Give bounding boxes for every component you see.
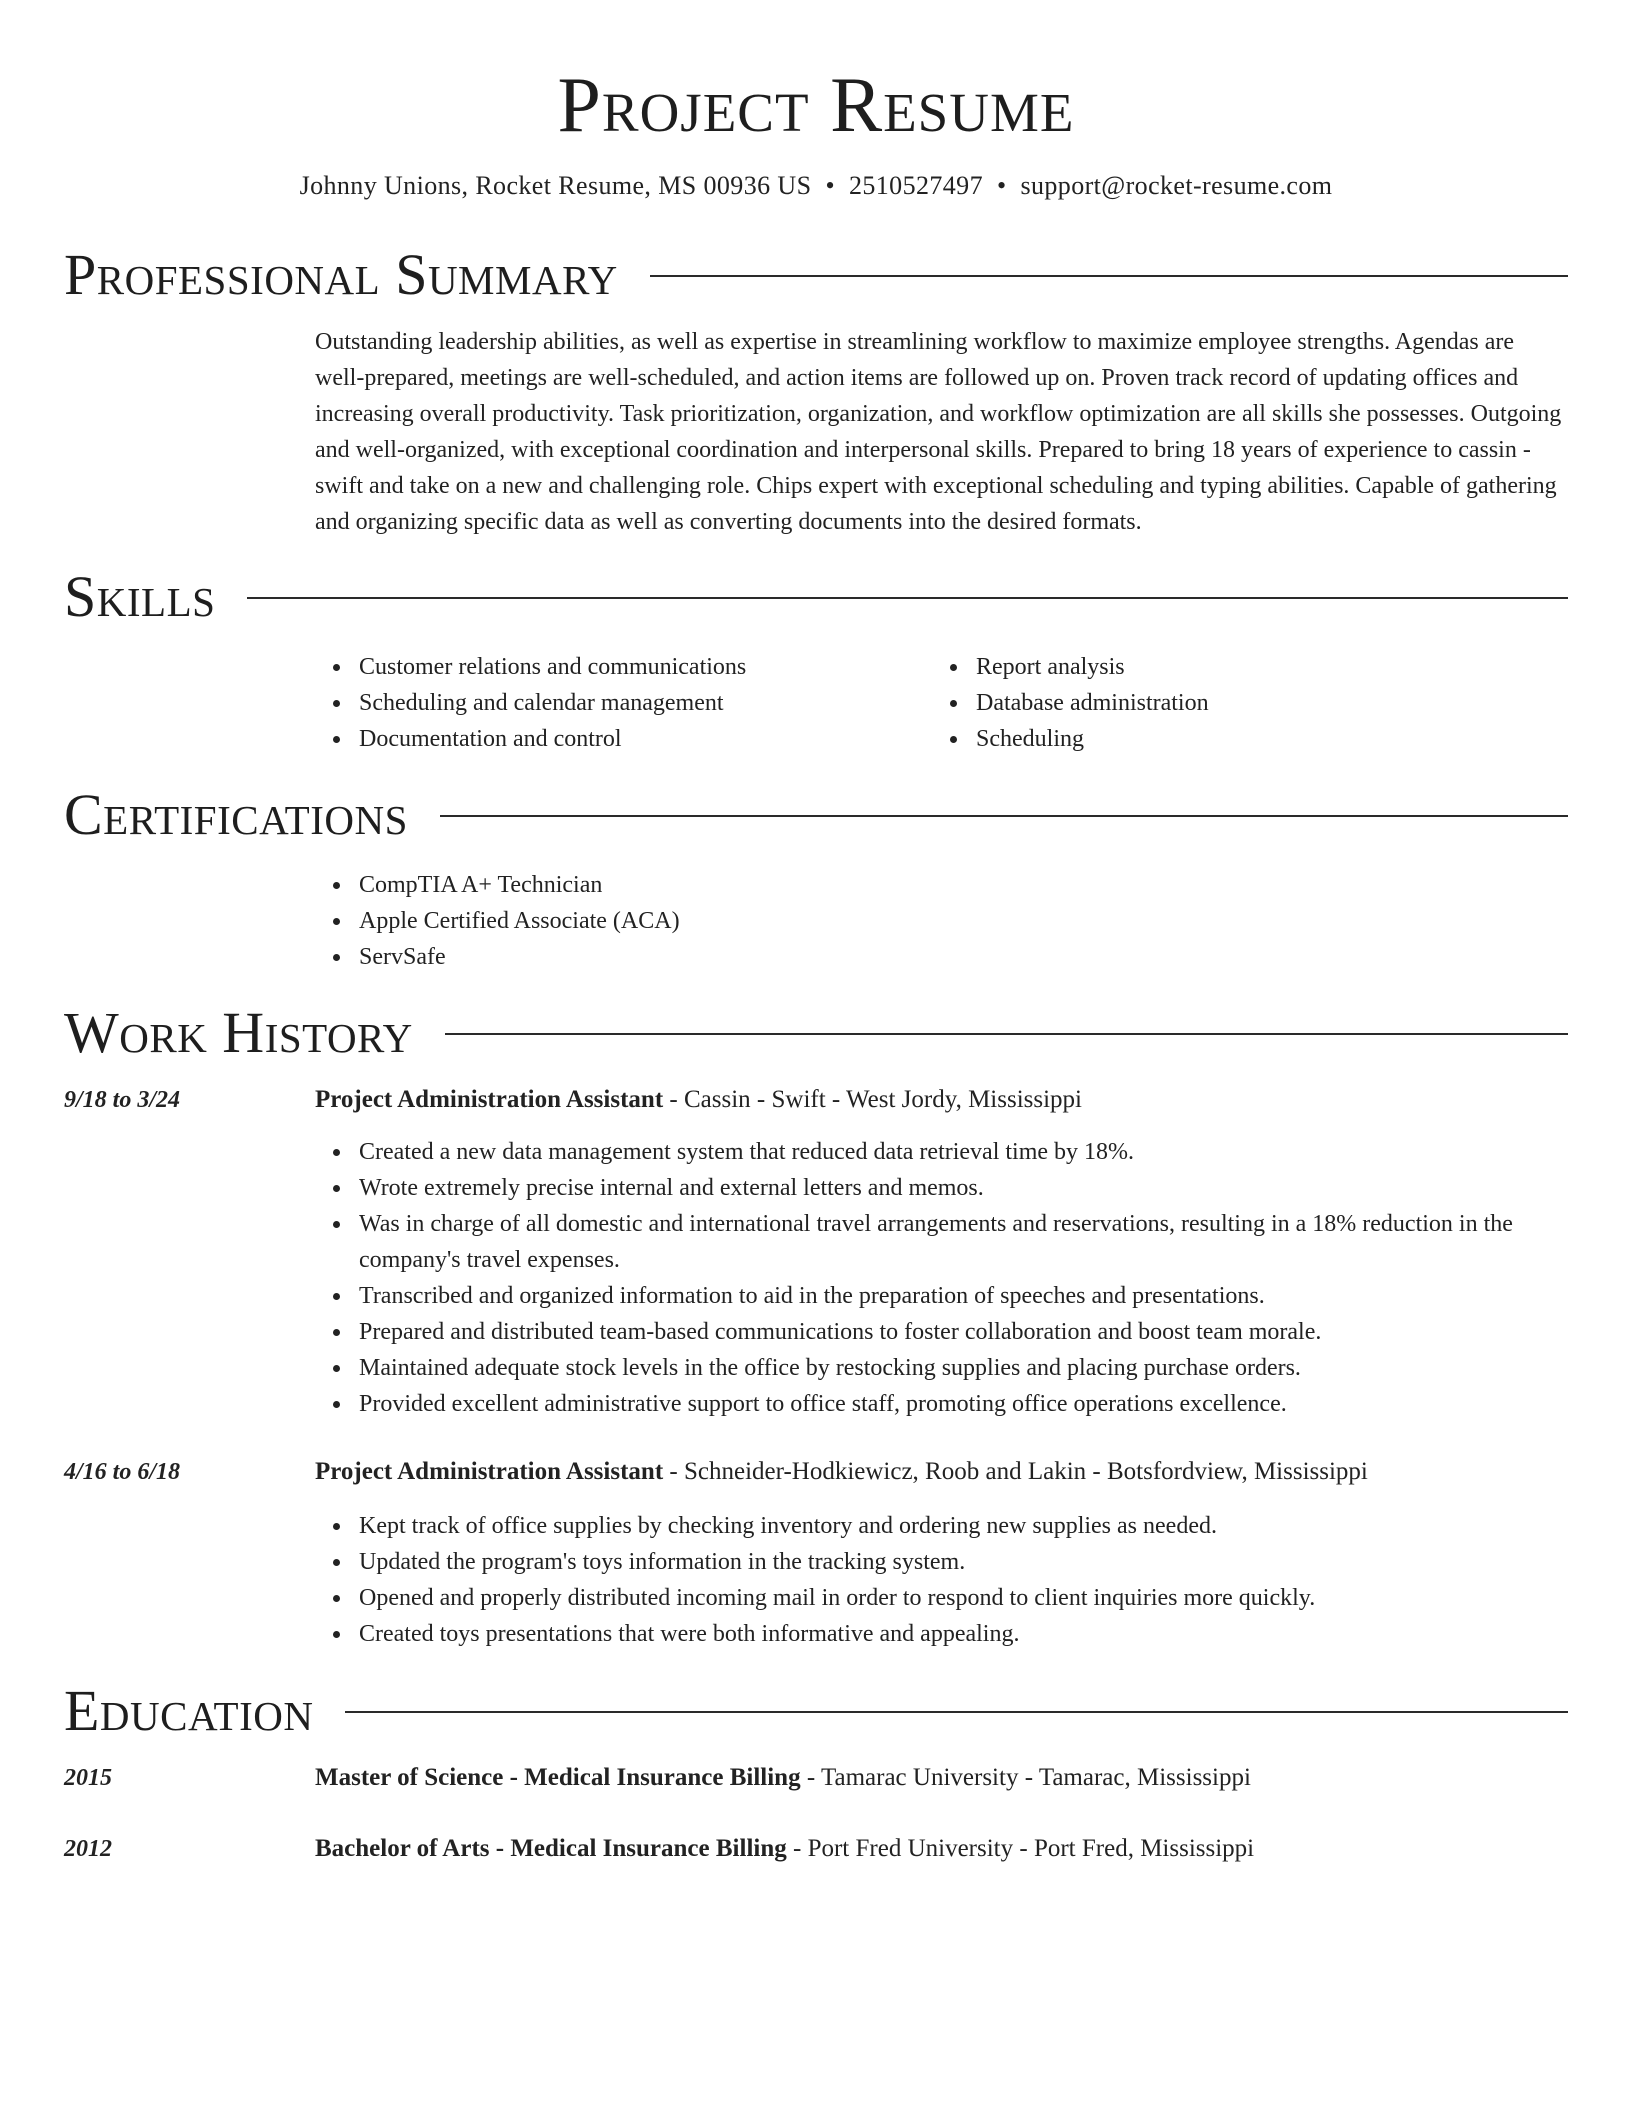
section-divider xyxy=(650,275,1568,277)
work-bullet: Created a new data management system that reduced data retrieval time by 18%. xyxy=(315,1134,1568,1170)
education-details: - Port Fred University - Port Fred, Mississippi xyxy=(786,1835,1255,1862)
skill-item: Scheduling and calendar management xyxy=(315,685,932,721)
skills-list xyxy=(315,649,1568,757)
contact-email: support@rocket-resume.com xyxy=(1020,171,1333,200)
work-bullet: Maintained adequate stock levels in the office by restocking supplies and placing purchase orders. xyxy=(315,1350,1568,1386)
section-header-certifications xyxy=(64,780,1568,850)
skills-column-left xyxy=(315,649,932,757)
education-heading xyxy=(315,1760,1251,1796)
education-year: 2015 xyxy=(64,1765,112,1791)
certification-item: Apple Certified Associate (ACA) xyxy=(315,903,1568,939)
certification-item: CompTIA A+ Technician xyxy=(315,867,1568,903)
work-bullet: Opened and properly distributed incoming mail in order to respond to client inquiries more quickly. xyxy=(315,1580,1568,1616)
skill-item: Report analysis xyxy=(932,649,1549,685)
work-bullet: Kept track of office supplies by checking inventory and ordering new supplies as needed. xyxy=(315,1508,1568,1544)
job-title: Project Administration Assistant xyxy=(315,1458,664,1485)
work-dates: 4/16 to 6/18 xyxy=(64,1459,181,1485)
skill-item: Database administration xyxy=(932,685,1549,721)
section-divider xyxy=(445,1033,1568,1035)
contact-address: Johnny Unions, Rocket Resume, MS 00936 US xyxy=(299,171,812,200)
education-details: - Tamarac University - Tamarac, Mississippi xyxy=(800,1764,1251,1791)
work-bullets xyxy=(315,1134,1568,1422)
skill-item: Customer relations and communications xyxy=(315,649,932,685)
section-divider xyxy=(345,1711,1568,1713)
education-year: 2012 xyxy=(64,1836,112,1862)
job-details: - Cassin - Swift - West Jordy, Mississippi xyxy=(663,1086,1083,1113)
resume-page xyxy=(64,0,1568,1867)
education-entry xyxy=(64,1760,1568,1796)
job-details: - Schneider-Hodkiewicz, Roob and Lakin - Botsfordview, Mississippi xyxy=(663,1458,1368,1485)
job-title: Project Administration Assistant xyxy=(315,1086,664,1113)
section-divider xyxy=(247,597,1568,599)
section-header-education xyxy=(64,1676,1568,1746)
section-title-education: Education xyxy=(64,1678,314,1743)
work-bullet: Transcribed and organized information to aid in the preparation of speeches and presentations. xyxy=(315,1278,1568,1314)
education-entry xyxy=(64,1831,1568,1867)
work-bullet: Wrote extremely precise internal and external letters and memos. xyxy=(315,1170,1568,1206)
section-divider xyxy=(440,815,1568,817)
summary-text: Outstanding leadership abilities, as well as expertise in streamlining workflow to maximize employee strengths. Agendas are well-prepared, meetings are well-scheduled, and action items are followed up on. Proven track record of updating offices and increasing overall productivity. Task prioritization, organization, and workflow optimization are all skills she possesses. Outgoing and well-organized, with exceptional coordination and interpersonal skills. Prepared to bring 18 years of experience to cassin - swift and take on a new and challenging role. Chips expert with exceptional scheduling and typing abilities. Capable of gathering and organizing specific data as well as converting documents into the desired formats. xyxy=(315,329,1562,535)
certification-item: ServSafe xyxy=(315,939,1568,975)
education-heading xyxy=(315,1831,1254,1867)
section-title-certifications: Certifications xyxy=(64,782,408,847)
work-bullet: Created toys presentations that were both informative and appealing. xyxy=(315,1616,1568,1652)
degree-title: Master of Science - Medical Insurance Billing xyxy=(315,1764,801,1791)
section-header-work xyxy=(64,998,1568,1068)
section-title-summary: Professional Summary xyxy=(64,242,618,307)
contact-line xyxy=(64,168,1568,204)
section-header-summary xyxy=(64,240,1568,310)
work-entry xyxy=(64,1454,1568,1490)
work-bullet: Was in charge of all domestic and international travel arrangements and reservations, resulting in a 18% reduction in the company's travel expenses. xyxy=(315,1206,1568,1278)
skill-item: Scheduling xyxy=(932,721,1549,757)
work-heading xyxy=(315,1454,1368,1490)
work-bullet: Provided excellent administrative support to office staff, promoting office operations excellence. xyxy=(315,1386,1568,1422)
work-bullet: Updated the program's toys information in the tracking system. xyxy=(315,1544,1568,1580)
skill-item: Documentation and control xyxy=(315,721,932,757)
section-title-work: Work History xyxy=(64,1000,413,1065)
contact-separator: • xyxy=(996,171,1007,200)
section-header-skills xyxy=(64,562,1568,632)
work-bullets xyxy=(315,1508,1568,1652)
section-title-skills: Skills xyxy=(64,564,216,629)
work-bullet: Prepared and distributed team-based communications to foster collaboration and boost team morale. xyxy=(315,1314,1568,1350)
certifications-list xyxy=(315,867,1568,975)
work-dates: 9/18 to 3/24 xyxy=(64,1087,181,1113)
work-entry xyxy=(64,1082,1568,1118)
contact-phone: 2510527497 xyxy=(848,171,983,200)
contact-separator: • xyxy=(825,171,835,200)
skills-column-right xyxy=(932,649,1549,757)
work-heading xyxy=(315,1082,1082,1118)
degree-title: Bachelor of Arts - Medical Insurance Billing xyxy=(315,1835,787,1862)
resume-title: Project Resume xyxy=(557,61,1075,148)
